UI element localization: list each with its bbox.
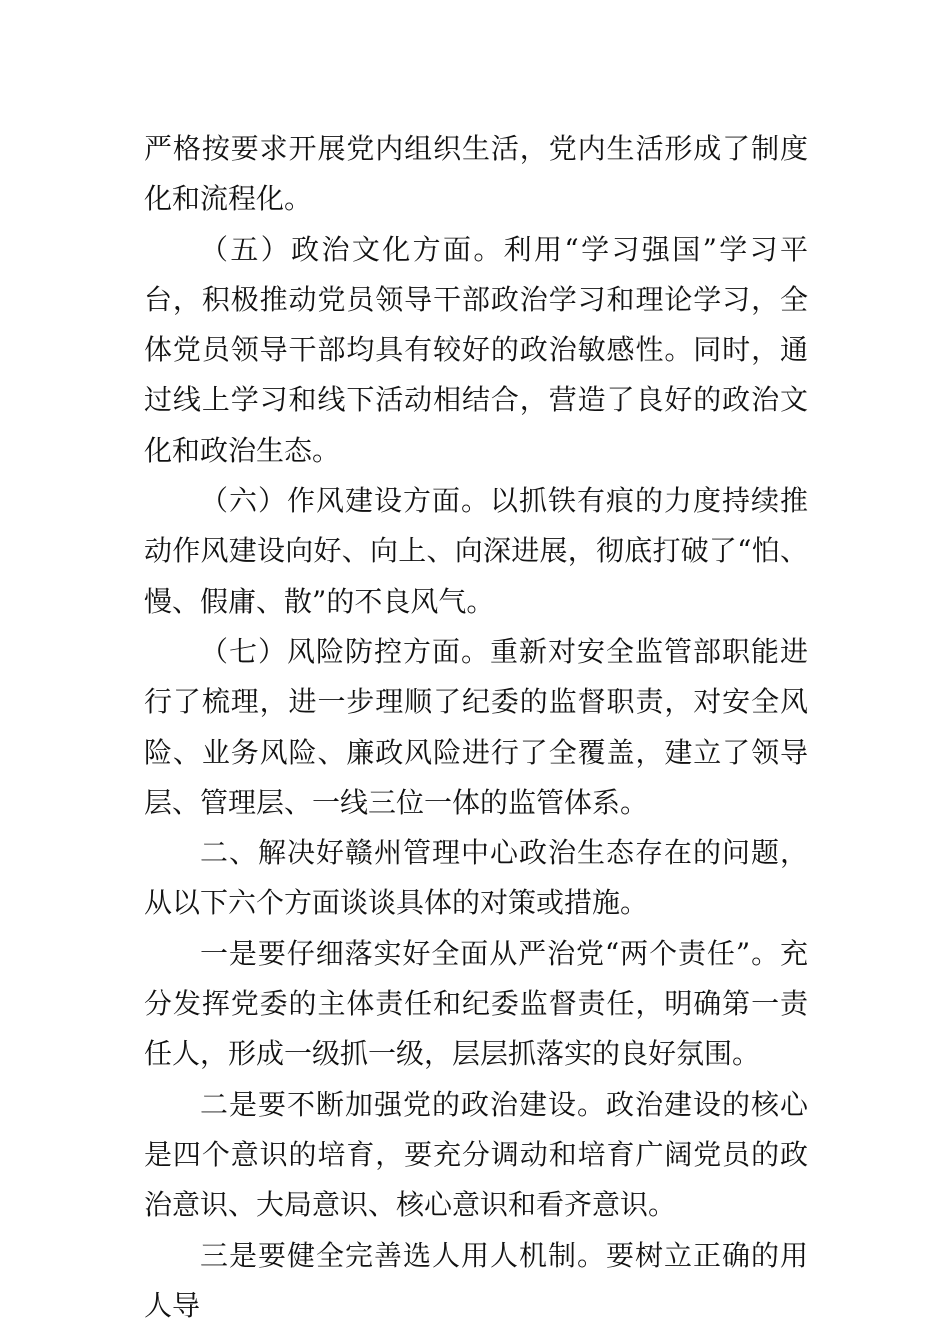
paragraph-work-style: （六）作风建设方面。以抓铁有痕的力度持续推动作风建设向好、向上、向深进展，彻底打破了“怕、慢、假庸、散”的不良风气。 <box>144 484 808 618</box>
paragraph-measure-one: 一是要仔细落实好全面从严治党“两个责任”。充分发挥党委的主体责任和纪委监督责任，明确第一责任人，形成一级抓一级，层层抓落实的良好氛围。 <box>144 936 808 1071</box>
paragraph-measure-three: 三是要健全完善选人用人机制。要树立正确的用人导 <box>144 1238 808 1322</box>
paragraph-continuation: 严格按要求开展党内组织生活，党内生活形成了制度化和流程化。 <box>144 132 808 216</box>
document-body <box>144 124 808 1331</box>
section-heading-two: 二、解决好赣州管理中心政治生态存在的问题，从以下六个方面谈谈具体的对策或措施。 <box>144 836 808 920</box>
paragraph-measure-two: 二是要不断加强党的政治建设。政治建设的核心是四个意识的培育，要充分调动和培育广阔党员的政治意识、大局意识、核心意识和看齐意识。 <box>144 1087 808 1222</box>
paragraph-political-culture: （五）政治文化方面。利用“学习强国”学习平台，积极推动党员领导干部政治学习和理论学习，全体党员领导干部均具有较好的政治敏感性。同时，通过线上学习和线下活动相结合，营造了良好的政治文化和政治生态。 <box>144 232 808 467</box>
paragraph-risk-control: （七）风险防控方面。重新对安全监管部职能进行了梳理，进一步理顺了纪委的监督职责，对安全风险、业务风险、廉政风险进行了全覆盖，建立了领导层、管理层、一线三位一体的监管体系。 <box>144 634 808 819</box>
